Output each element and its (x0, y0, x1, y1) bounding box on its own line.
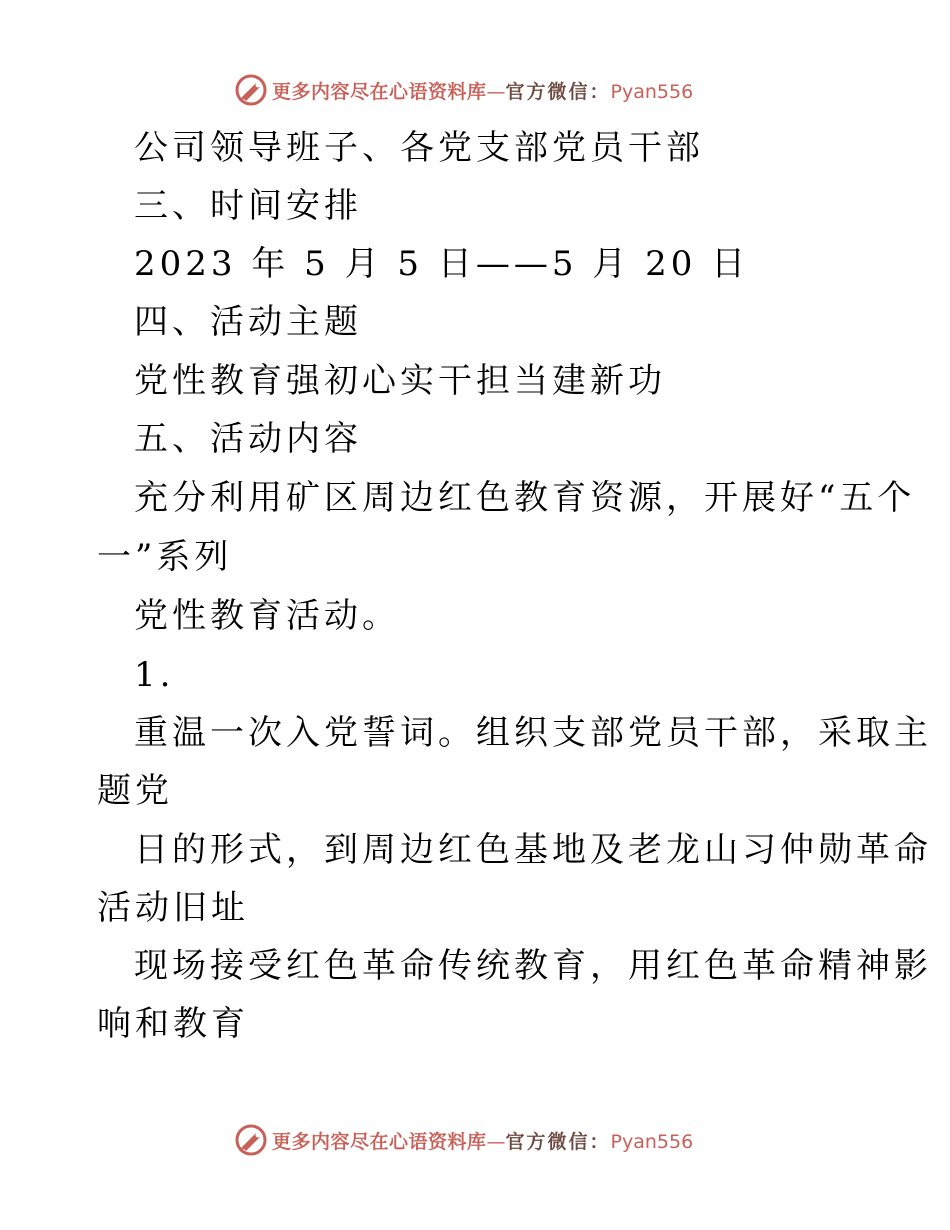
pen-logo-icon (234, 1123, 268, 1157)
pen-logo-icon (234, 73, 268, 107)
watermark-dash: — (486, 1130, 506, 1153)
text-line: 一”系列 (97, 537, 233, 577)
text-line: 重温一次入党誓词。组织支部党员干部，采取主 (134, 713, 932, 753)
watermark-wechat-label: 官方微信： (505, 80, 611, 103)
section-heading: 四、活动主题 (134, 302, 362, 342)
section-heading: 三、时间安排 (134, 186, 362, 226)
text-line: 充分利用矿区周边红色教育资源，开展好“五个 (134, 478, 916, 518)
text-line: 题党 (97, 771, 173, 811)
text-line: 党性教育强初心实干担当建新功 (134, 361, 666, 401)
text-line: 响和教育 (97, 1004, 249, 1044)
list-number: 1. (134, 655, 175, 695)
watermark-wechat-id: Pyan556 (610, 80, 694, 103)
watermark-wechat-id: Pyan556 (610, 1130, 694, 1153)
watermark-dash: — (486, 80, 506, 103)
watermark-title: 更多内容尽在心语资料库 (272, 1130, 487, 1153)
watermark-footer (234, 1122, 714, 1158)
text-line: 公司领导班子、各党支部党员干部 (134, 128, 704, 168)
text-line: 日的形式，到周边红色基地及老龙山习仲勋革命 (134, 830, 932, 870)
watermark-title: 更多内容尽在心语资料库 (272, 80, 487, 103)
section-heading: 五、活动内容 (134, 419, 362, 459)
text-line: 现场接受红色革命传统教育，用红色革命精神影 (134, 946, 932, 986)
text-line: 2023 年 5 月 5 日——5 月 20 日 (134, 244, 750, 284)
text-line: 活动旧址 (97, 888, 249, 928)
text-line: 党性教育活动。 (134, 596, 400, 636)
watermark-header (234, 72, 714, 108)
watermark-wechat-label: 官方微信： (505, 1130, 611, 1153)
